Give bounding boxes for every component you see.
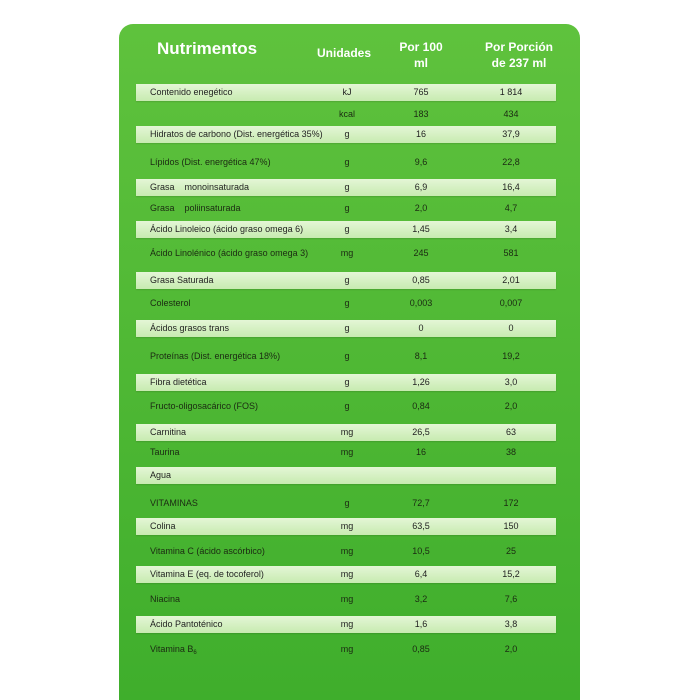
row-unit: g [344, 129, 350, 139]
row-unit: g [344, 224, 350, 234]
row-per-100ml: 0 [418, 323, 424, 333]
row-unit: g [344, 298, 350, 308]
row-per-100ml: 1,45 [412, 224, 430, 234]
row-per-portion: 38 [505, 447, 516, 457]
row-per-portion: 150 [503, 521, 519, 531]
header-por-100ml-line2: ml [413, 56, 428, 70]
row-nutrient: Grasa monoinsaturada [150, 182, 250, 192]
row-unit: g [344, 323, 350, 333]
table-row [136, 518, 556, 535]
table-row [136, 84, 556, 101]
row-nutrient: Ácido Linoleico (ácido graso omega 6) [150, 224, 304, 234]
nutrition-table [119, 24, 580, 700]
table-row [136, 495, 556, 512]
row-unit: mg [340, 619, 354, 629]
row-per-100ml: 6,9 [414, 182, 428, 192]
row-per-portion: 3,8 [504, 619, 518, 629]
row-per-100ml: 10,5 [412, 546, 430, 556]
row-nutrient: Proteínas (Dist. energética 18%) [150, 351, 281, 361]
row-per-portion: 22,8 [502, 157, 520, 167]
row-per-100ml: 765 [413, 87, 429, 97]
row-nutrient: Carnitina [150, 427, 187, 437]
row-per-100ml: 16 [415, 447, 426, 457]
row-per-portion: 2,0 [504, 401, 518, 411]
table-row [136, 348, 556, 365]
row-unit: g [344, 401, 350, 411]
table-row [136, 374, 556, 391]
row-unit: g [344, 498, 350, 508]
header-por-100ml-line1: Por 100 [399, 40, 443, 54]
row-per-portion: 25 [505, 546, 516, 556]
row-unit: g [344, 275, 350, 285]
row-per-portion: 0 [508, 323, 514, 333]
row-per-100ml: 3,2 [414, 594, 428, 604]
table-row [136, 154, 556, 171]
table-row [136, 543, 556, 560]
row-nutrient: Grasa Saturada [150, 275, 214, 285]
row-nutrient: Fibra dietética [150, 377, 207, 387]
row-per-100ml: 63,5 [412, 521, 430, 531]
row-nutrient [150, 641, 197, 658]
header-por-porcion-line2: de 237 ml [491, 56, 547, 70]
row-per-100ml: 183 [413, 109, 429, 119]
header-nutrimentos: Nutrimentos [157, 39, 258, 58]
row-per-100ml: 0,85 [412, 275, 430, 285]
table-row [136, 221, 556, 238]
table-row [136, 398, 556, 415]
table-row [136, 566, 556, 583]
row-per-100ml: 1,6 [414, 619, 428, 629]
row-nutrient: Fructo-oligosacárico (FOS) [150, 401, 259, 411]
row-per-portion: 3,0 [504, 377, 518, 387]
row-nutrient: Ácidos grasos trans [150, 323, 230, 333]
row-unit: mg [340, 427, 354, 437]
row-per-100ml: 1,26 [412, 377, 430, 387]
row-unit: g [344, 377, 350, 387]
table-row [136, 245, 556, 262]
row-nutrient: Agua [150, 470, 172, 480]
row-unit: kcal [338, 109, 355, 119]
row-nutrient-subscript: 6 [193, 650, 197, 656]
table-row [136, 200, 556, 217]
row-unit: mg [340, 644, 354, 654]
row-nutrient: Vitamina C (ácido ascórbico) [150, 546, 265, 556]
table-row [136, 295, 556, 312]
header-por-porcion [469, 39, 569, 71]
row-per-portion: 2,01 [502, 275, 520, 285]
header-por-100ml [381, 39, 461, 71]
table-row [136, 272, 556, 289]
row-per-100ml: 0,003 [409, 298, 433, 308]
row-per-portion: 37,9 [502, 129, 520, 139]
table-row [136, 467, 556, 484]
row-per-portion: 1 814 [499, 87, 523, 97]
header-por-porcion-line1: Por Porción [484, 40, 553, 54]
table-row [136, 591, 556, 608]
row-per-portion: 172 [503, 498, 519, 508]
row-nutrient: Ácido Linolénico (ácido graso omega 3) [150, 248, 309, 258]
row-per-100ml: 9,6 [414, 157, 428, 167]
row-nutrient: Colina [150, 521, 176, 531]
row-per-portion: 581 [503, 248, 519, 258]
row-unit: g [344, 182, 350, 192]
row-per-100ml: 0,84 [412, 401, 430, 411]
row-per-100ml: 16 [415, 129, 426, 139]
row-per-100ml: 26,5 [412, 427, 430, 437]
table-row [136, 424, 556, 441]
row-per-portion: 0,007 [499, 298, 523, 308]
row-nutrient: Vitamina E (eq. de tocoferol) [150, 569, 264, 579]
row-per-100ml: 2,0 [414, 203, 428, 213]
table-row [136, 616, 556, 633]
row-per-portion: 19,2 [502, 351, 520, 361]
table-row [136, 106, 556, 123]
row-unit: mg [340, 447, 354, 457]
row-per-100ml: 6,4 [414, 569, 428, 579]
row-nutrient: Hidratos de carbono (Dist. energética 35%) [150, 129, 323, 139]
row-unit: mg [340, 521, 354, 531]
row-per-100ml: 72,7 [412, 498, 430, 508]
row-per-portion [466, 467, 556, 484]
row-per-100ml: 245 [413, 248, 429, 258]
row-unit: mg [340, 248, 354, 258]
row-per-portion: 434 [503, 109, 519, 119]
table-row [136, 179, 556, 196]
header-unidades: Unidades [316, 46, 371, 60]
row-unit [321, 467, 373, 484]
row-per-portion: 3,4 [504, 224, 518, 234]
row-nutrient: Lípidos (Dist. energética 47%) [150, 157, 271, 167]
row-nutrient-base: Vitamina B [150, 644, 194, 654]
row-unit: g [344, 157, 350, 167]
row-nutrient: Niacina [150, 594, 181, 604]
table-row [136, 641, 556, 658]
row-per-100ml: 0,85 [412, 644, 430, 654]
table-row [136, 320, 556, 337]
row-per-portion: 16,4 [502, 182, 520, 192]
row-nutrient: Grasa poliinsaturada [150, 203, 241, 213]
row-unit: mg [340, 594, 354, 604]
row-unit: g [344, 351, 350, 361]
row-per-portion: 15,2 [502, 569, 520, 579]
row-per-portion: 2,0 [504, 644, 518, 654]
row-nutrient: VITAMINAS [150, 498, 198, 508]
row-nutrient: Taurina [150, 447, 180, 457]
row-per-portion: 4,7 [504, 203, 518, 213]
row-unit: mg [340, 546, 354, 556]
row-per-portion: 7,6 [504, 594, 518, 604]
row-per-100ml [386, 467, 456, 484]
row-nutrient: Colesterol [150, 298, 191, 308]
table-row [136, 126, 556, 143]
row-unit: mg [340, 569, 354, 579]
row-nutrient: Ácido Pantoténico [150, 619, 223, 629]
row-per-100ml: 8,1 [414, 351, 428, 361]
row-unit: kJ [342, 87, 352, 97]
row-nutrient: Contenido enegético [150, 87, 233, 97]
row-per-portion: 63 [505, 427, 516, 437]
row-unit: g [344, 203, 350, 213]
table-row [136, 444, 556, 461]
